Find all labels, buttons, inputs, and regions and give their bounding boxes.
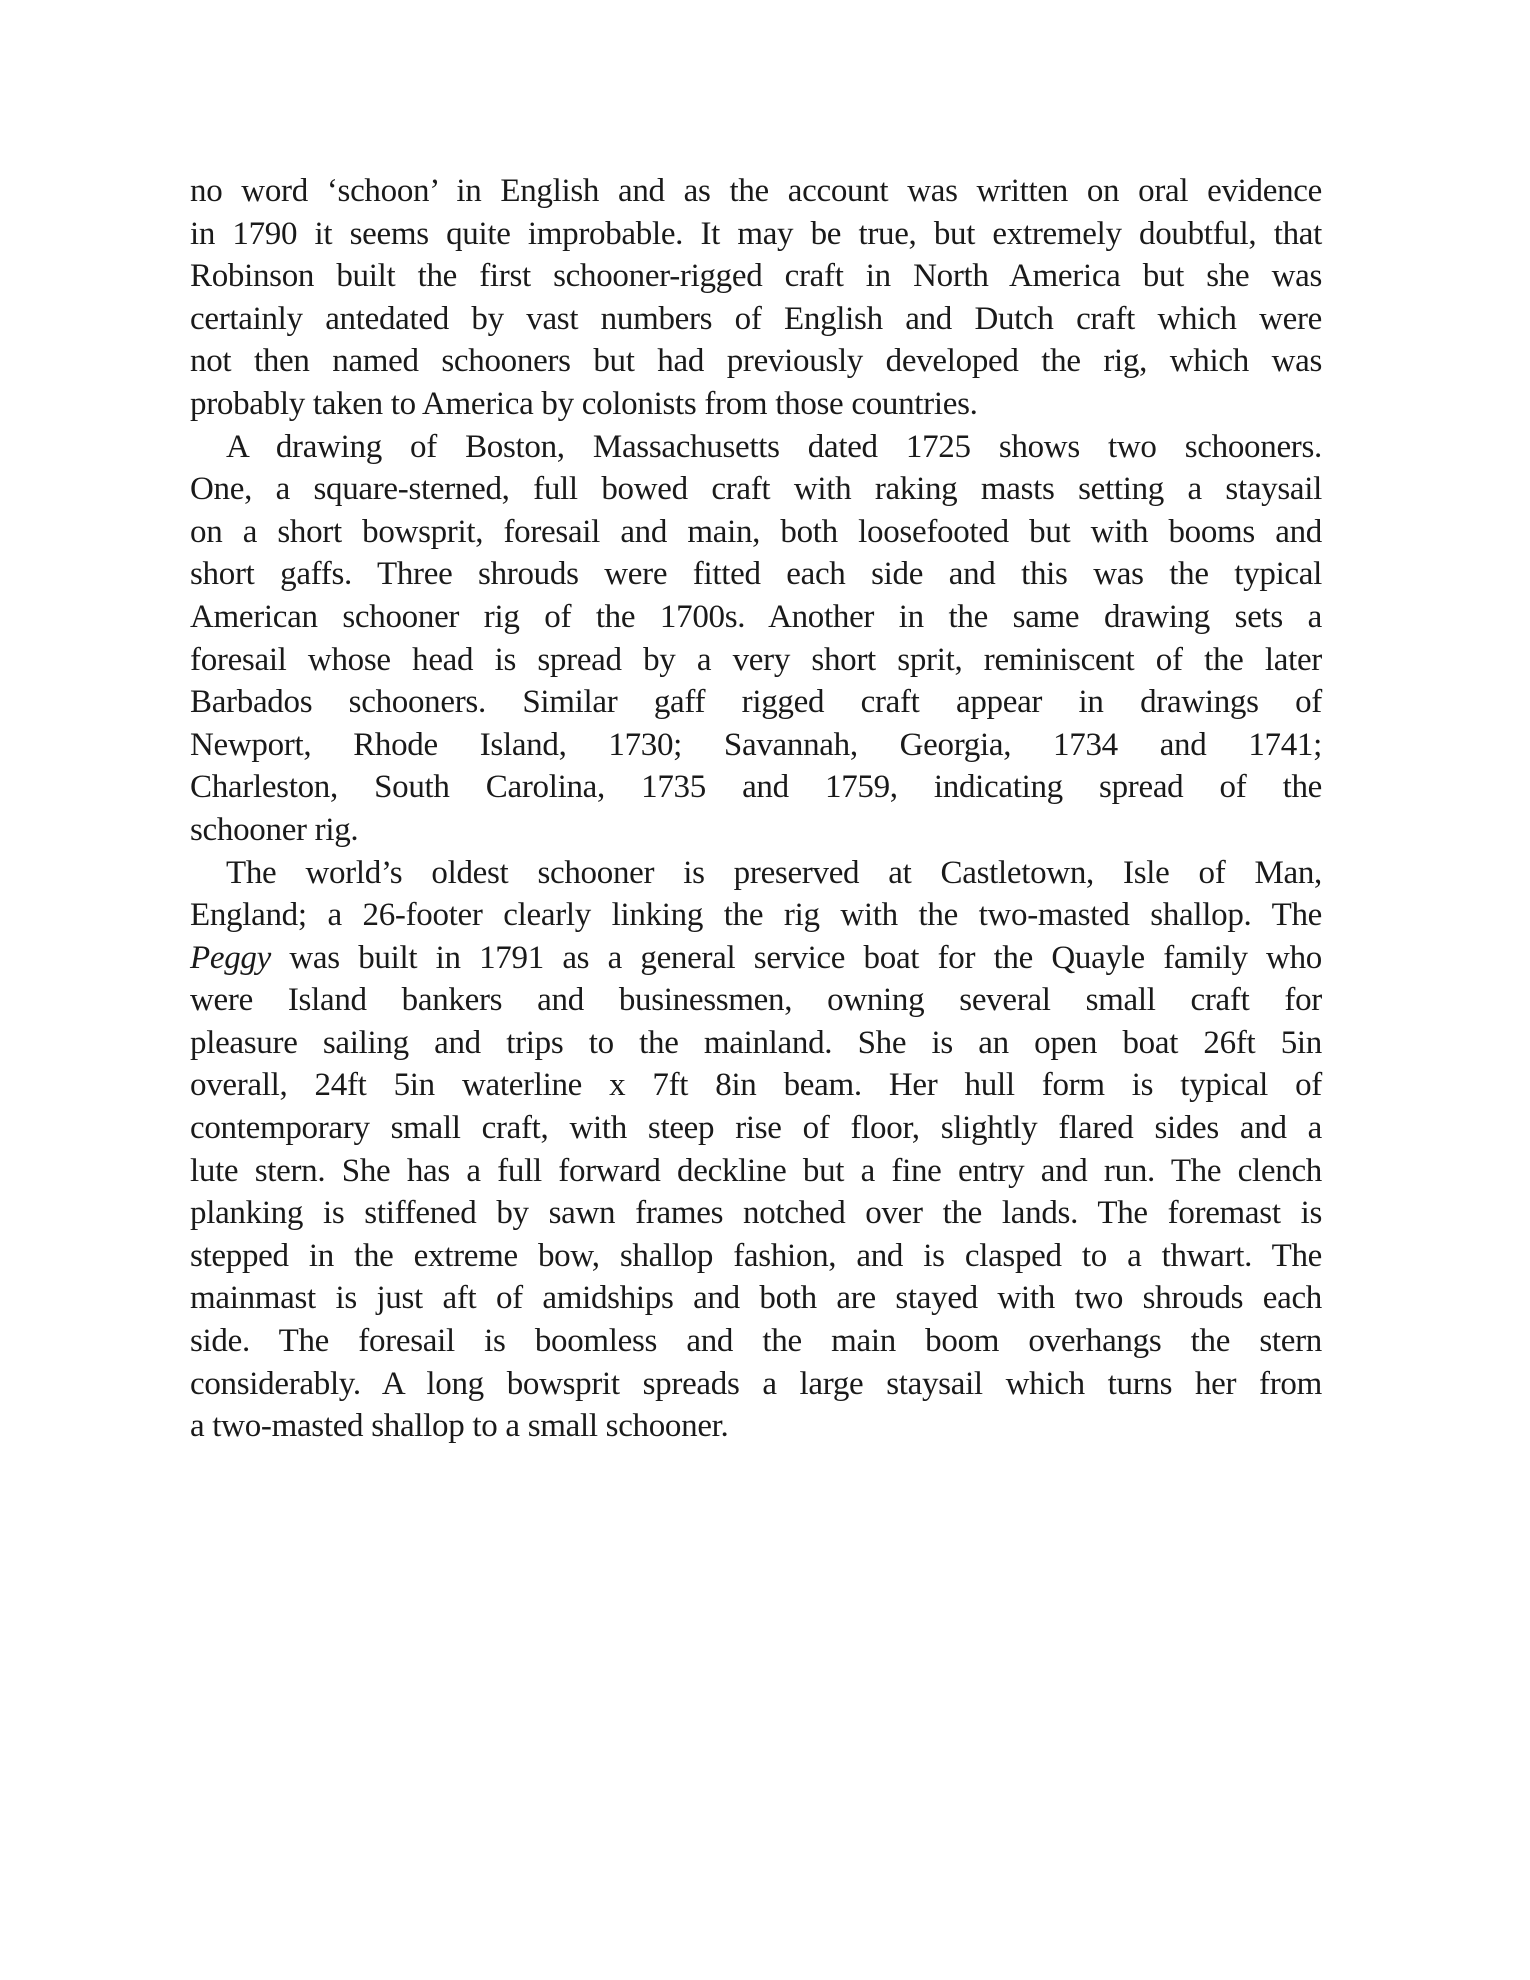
text-line: England; a 26-footer clearly linking the rig with the two-masted shallop. The [190, 897, 1322, 934]
text-line: considerably. A long bowsprit spreads a large staysail which turns her from [190, 1365, 1322, 1402]
text-line: contemporary small craft, with steep rise of floor, slightly flared sides and a [190, 1110, 1322, 1147]
text-line: Charleston, South Carolina, 1735 and 1759, indicating spread of the [190, 769, 1322, 806]
text-line: One, a square-sterned, full bowed craft with raking masts setting a staysail [190, 471, 1322, 508]
text-line: Peggy was built in 1791 as a general service boat for the Quayle family who [190, 939, 1322, 976]
text-line: certainly antedated by vast numbers of English and Dutch craft which were [190, 300, 1322, 337]
text-line: a two-masted shallop to a small schooner. [190, 1408, 729, 1445]
text-line: mainmast is just aft of amidships and both are stayed with two shrouds each [190, 1280, 1322, 1317]
text-line: Barbados schooners. Similar gaff rigged craft appear in drawings of [190, 684, 1322, 721]
text-line: Robinson built the first schooner-rigged craft in North America but she was [190, 258, 1322, 295]
text-line: foresail whose head is spread by a very short sprit, reminiscent of the later [190, 641, 1322, 678]
text-line: stepped in the extreme bow, shallop fashion, and is clasped to a thwart. The [190, 1237, 1322, 1274]
text-line: American schooner rig of the 1700s. Another in the same drawing sets a [190, 598, 1322, 635]
document-page [190, 170, 1322, 1448]
italic-ship-name: Peggy [190, 939, 271, 976]
text-line: no word ‘schoon’ in English and as the account was written on oral evidence [190, 173, 1322, 209]
paragraph [190, 170, 1322, 426]
text-line: schooner rig. [190, 811, 359, 848]
text-line: probably taken to America by colonists from those countries. [190, 385, 978, 422]
text-line: The world’s oldest schooner is preserved at Castletown, Isle of Man, [226, 854, 1322, 891]
text-line: overall, 24ft 5in waterline x 7ft 8in beam. Her hull form is typical of [190, 1067, 1322, 1104]
text-line: A drawing of Boston, Massachusetts dated 1725 shows two schooners. [226, 428, 1322, 465]
text-line: on a short bowsprit, foresail and main, both loosefooted but with booms and [190, 513, 1322, 550]
text-line: in 1790 it seems quite improbable. It may be true, but extremely doubtful, that [190, 215, 1322, 252]
text-line: were Island bankers and businessmen, owning several small craft for [190, 982, 1322, 1019]
text-line: pleasure sailing and trips to the mainland. She is an open boat 26ft 5in [190, 1024, 1322, 1061]
text-line: Newport, Rhode Island, 1730; Savannah, Georgia, 1734 and 1741; [190, 726, 1322, 763]
text-line: short gaffs. Three shrouds were fitted each side and this was the typical [190, 556, 1322, 593]
text-line: planking is stiffened by sawn frames notched over the lands. The foremast is [190, 1195, 1322, 1232]
paragraph [190, 852, 1322, 1448]
text-line: lute stern. She has a full forward deckline but a fine entry and run. The clench [190, 1152, 1322, 1189]
text-line: side. The foresail is boomless and the main boom overhangs the stern [190, 1323, 1322, 1360]
text-line: not then named schooners but had previously developed the rig, which was [190, 343, 1322, 380]
paragraph [190, 426, 1322, 852]
